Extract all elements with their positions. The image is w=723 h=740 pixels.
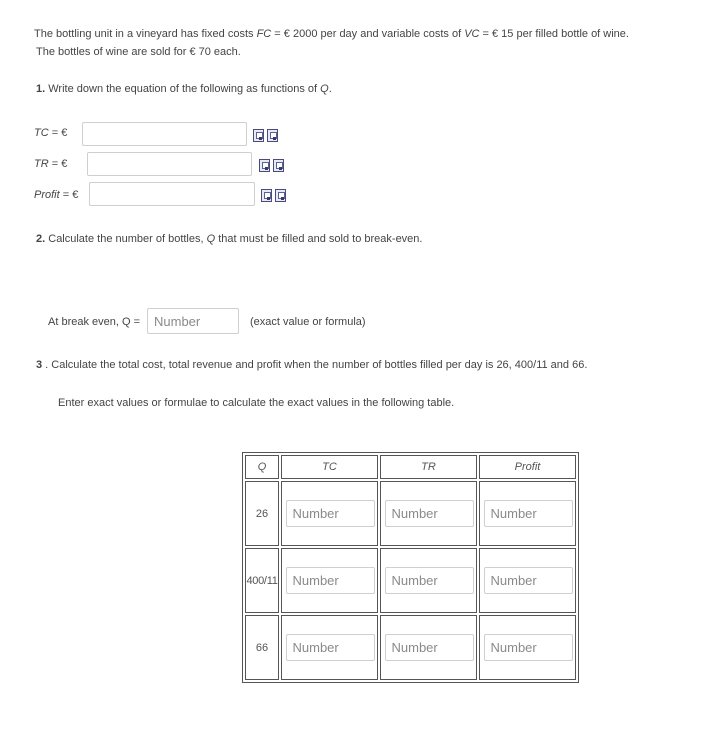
tc-equals: = €	[48, 127, 68, 139]
vc-variable: VC	[464, 28, 480, 40]
table-row	[245, 481, 576, 546]
tr-cell	[380, 615, 477, 680]
profit-input-66[interactable]	[484, 634, 573, 661]
profit-label	[34, 189, 78, 201]
row-q-value: 26	[245, 481, 279, 546]
tr-input-66[interactable]	[385, 634, 474, 661]
tc-cell	[281, 615, 378, 680]
break-even-label: At break even, Q =	[48, 316, 141, 328]
tr-cell	[380, 481, 477, 546]
question-number: 2.	[36, 233, 46, 245]
table-instructions: Enter exact values or formulae to calculate the exact values in the following table.	[58, 397, 455, 409]
problem-statement-line2: The bottles of wine are sold for € 70 each.	[36, 46, 241, 58]
question-text: Write down the equation of the following as functions of	[45, 83, 321, 95]
question-text: . Calculate the total cost, total revenue and profit when the number of bottles filled per day is 26, 400/11 and 66.	[42, 359, 588, 371]
answer-table	[242, 452, 579, 683]
tr-cell	[380, 548, 477, 613]
tc-var: TC	[34, 127, 49, 139]
tc-input-26[interactable]	[286, 500, 375, 527]
question-3	[36, 359, 587, 371]
header-q: Q	[245, 455, 279, 479]
tc-cell	[281, 481, 378, 546]
formula-editor-icon[interactable]	[259, 159, 270, 172]
problem-statement-line1	[34, 25, 629, 43]
intro-text: = € 15 per filled bottle of wine.	[479, 28, 629, 40]
table-row	[245, 615, 576, 680]
row-q-value: 400/11	[245, 548, 279, 613]
intro-text: The bottling unit in a vineyard has fixed costs	[34, 28, 257, 40]
profit-cell	[479, 615, 576, 680]
table-header-row	[245, 455, 576, 479]
tr-var: TR	[34, 158, 49, 170]
q-variable: Q	[320, 83, 329, 95]
question-text: .	[328, 83, 332, 95]
profit-cell	[479, 548, 576, 613]
tr-equation-input[interactable]	[87, 152, 252, 176]
fc-variable: FC	[256, 28, 272, 40]
question-text: Calculate the number of bottles,	[45, 233, 207, 245]
question-2	[36, 233, 422, 245]
profit-cell	[479, 481, 576, 546]
question-1	[36, 83, 332, 95]
intro-text: = € 2000 per day and variable costs of	[271, 28, 465, 40]
formula-editor-icon[interactable]	[253, 129, 264, 142]
profit-var: Profit	[34, 189, 60, 201]
table-row	[245, 548, 576, 613]
tr-equals: = €	[48, 158, 68, 170]
profit-equals: = €	[59, 189, 79, 201]
profit-equation-input[interactable]	[89, 182, 255, 206]
header-tc: TC	[281, 455, 378, 479]
formula-preview-icon[interactable]	[275, 189, 286, 202]
formula-preview-icon[interactable]	[273, 159, 284, 172]
question-number: 3	[36, 359, 43, 371]
row-q-value: 66	[245, 615, 279, 680]
tc-equation-input[interactable]	[82, 122, 247, 146]
tc-input-400-11[interactable]	[286, 567, 375, 594]
header-profit: Profit	[479, 455, 576, 479]
header-tr: TR	[380, 455, 477, 479]
question-number: 1.	[36, 83, 46, 95]
profit-input-26[interactable]	[484, 500, 573, 527]
tr-input-26[interactable]	[385, 500, 474, 527]
question-text: that must be filled and sold to break-even.	[215, 233, 423, 245]
profit-input-400-11[interactable]	[484, 567, 573, 594]
break-even-note: (exact value or formula)	[250, 316, 366, 328]
tr-input-400-11[interactable]	[385, 567, 474, 594]
break-even-input[interactable]	[147, 308, 239, 334]
tc-cell	[281, 548, 378, 613]
tc-label	[34, 127, 67, 139]
formula-preview-icon[interactable]	[267, 129, 278, 142]
tr-label	[34, 158, 67, 170]
formula-editor-icon[interactable]	[261, 189, 272, 202]
q-variable: Q	[206, 233, 216, 245]
tc-input-66[interactable]	[286, 634, 375, 661]
